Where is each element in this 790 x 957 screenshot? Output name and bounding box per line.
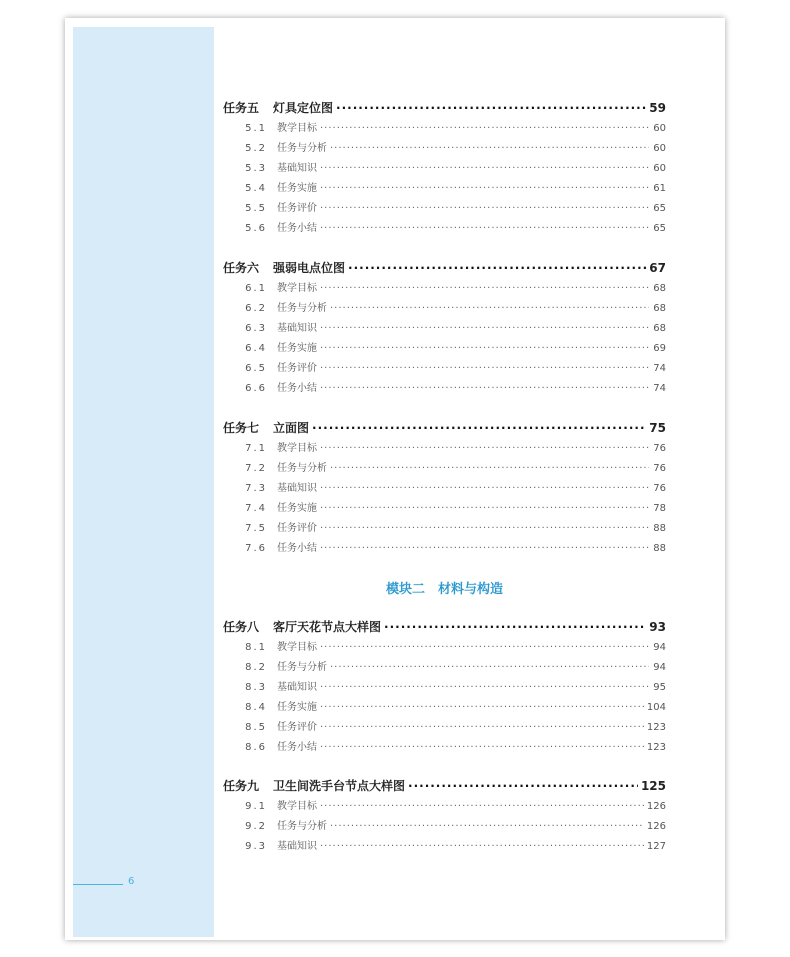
module-heading: 模块二 材料与构造 <box>385 582 503 597</box>
subsection-number: 7.5 <box>245 523 267 534</box>
task-page: 67 <box>649 261 666 275</box>
toc-task[interactable] <box>223 419 666 437</box>
toc-subsection[interactable] <box>223 319 666 337</box>
subsection-title: 任务实施 <box>277 503 317 514</box>
leader-dots <box>320 123 649 134</box>
subsection-title: 教学目标 <box>277 443 317 454</box>
leader-dots <box>320 363 649 374</box>
task-page: 59 <box>649 101 666 115</box>
subsection-title: 任务与分析 <box>277 821 327 832</box>
subsection-number: 8.4 <box>245 702 267 713</box>
toc-subsection[interactable] <box>223 219 666 237</box>
leader-dots <box>320 543 649 554</box>
task-page: 125 <box>640 779 666 793</box>
task-title: 灯具定位图 <box>273 101 334 115</box>
subsection-title: 任务小结 <box>277 543 317 554</box>
toc-subsection[interactable] <box>223 179 666 197</box>
subsection-page: 65 <box>653 203 666 214</box>
toc-subsection[interactable] <box>223 359 666 377</box>
subsection-number: 6.4 <box>245 343 267 354</box>
leader-dots <box>348 261 646 275</box>
task-number: 任务五 <box>223 101 260 115</box>
subsection-title: 基础知识 <box>277 483 317 494</box>
subsection-title: 教学目标 <box>277 283 317 294</box>
subsection-number: 7.1 <box>245 443 267 454</box>
subsection-title: 任务实施 <box>277 702 317 713</box>
toc-subsection[interactable] <box>223 379 666 397</box>
leader-dots <box>320 682 649 693</box>
leader-dots <box>320 642 649 653</box>
leader-dots <box>320 203 649 214</box>
subsection-number: 8.2 <box>245 662 267 673</box>
subsection-number: 5.2 <box>245 143 267 154</box>
leader-dots <box>384 620 646 634</box>
toc-subsection[interactable] <box>223 539 666 557</box>
toc-subsection[interactable] <box>223 139 666 157</box>
subsection-title: 基础知识 <box>277 163 317 174</box>
subsection-title: 教学目标 <box>277 123 317 134</box>
subsection-title: 任务实施 <box>277 343 317 354</box>
leader-dots <box>320 503 649 514</box>
subsection-title: 任务与分析 <box>277 303 327 314</box>
leader-dots <box>320 702 644 713</box>
subsection-title: 任务小结 <box>277 742 317 753</box>
subsection-number: 5.5 <box>245 203 267 214</box>
task-title: 强弱电点位图 <box>273 261 346 275</box>
subsection-title: 教学目标 <box>277 801 317 812</box>
toc-task[interactable] <box>223 777 666 795</box>
leader-dots <box>320 343 649 354</box>
subsection-title: 基础知识 <box>277 841 317 852</box>
subsection-page: 78 <box>653 503 666 514</box>
subsection-page: 68 <box>653 283 666 294</box>
toc-task[interactable] <box>223 99 666 117</box>
leader-dots <box>336 101 646 115</box>
subsection-number: 8.1 <box>245 642 267 653</box>
subsection-page: 127 <box>646 841 666 852</box>
task-title: 客厅天花节点大样图 <box>273 620 382 634</box>
side-band <box>73 27 214 937</box>
toc-task[interactable] <box>223 259 666 277</box>
subsection-number: 8.3 <box>245 682 267 693</box>
subsection-number: 9.3 <box>245 841 267 852</box>
toc-subsection[interactable] <box>223 459 666 477</box>
subsection-page: 60 <box>653 143 666 154</box>
subsection-title: 任务小结 <box>277 383 317 394</box>
toc-subsection[interactable] <box>223 698 666 716</box>
leader-dots <box>320 722 644 733</box>
subsection-page: 65 <box>653 223 666 234</box>
subsection-number: 7.2 <box>245 463 267 474</box>
subsection-page: 76 <box>653 483 666 494</box>
toc-subsection[interactable] <box>223 479 666 497</box>
toc-subsection[interactable] <box>223 718 666 736</box>
toc-subsection[interactable] <box>223 519 666 537</box>
subsection-number: 6.3 <box>245 323 267 334</box>
subsection-number: 6.1 <box>245 283 267 294</box>
leader-dots <box>312 421 646 435</box>
page-number-rule <box>73 884 123 885</box>
toc-subsection[interactable] <box>223 299 666 317</box>
subsection-number: 9.1 <box>245 801 267 812</box>
task-page: 93 <box>649 620 666 634</box>
leader-dots <box>408 779 638 793</box>
leader-dots <box>320 383 649 394</box>
subsection-number: 6.2 <box>245 303 267 314</box>
subsection-title: 基础知识 <box>277 323 317 334</box>
toc-subsection[interactable] <box>223 678 666 696</box>
subsection-page: 76 <box>653 463 666 474</box>
subsection-number: 5.4 <box>245 183 267 194</box>
subsection-page: 88 <box>653 523 666 534</box>
subsection-page: 60 <box>653 163 666 174</box>
subsection-number: 5.1 <box>245 123 267 134</box>
leader-dots <box>320 443 649 454</box>
subsection-number: 7.4 <box>245 503 267 514</box>
toc-subsection[interactable] <box>223 439 666 457</box>
subsection-page: 76 <box>653 443 666 454</box>
subsection-page: 94 <box>653 642 666 653</box>
subsection-number: 5.6 <box>245 223 267 234</box>
subsection-page: 69 <box>653 343 666 354</box>
leader-dots <box>320 841 644 852</box>
task-number: 任务六 <box>223 261 260 275</box>
subsection-title: 任务评价 <box>277 203 317 214</box>
leader-dots <box>330 463 649 474</box>
page-number: 6 <box>128 876 135 887</box>
leader-dots <box>320 483 649 494</box>
leader-dots <box>320 742 644 753</box>
subsection-page: 95 <box>653 682 666 693</box>
subsection-page: 123 <box>646 742 666 753</box>
subsection-title: 基础知识 <box>277 682 317 693</box>
subsection-page: 104 <box>646 702 666 713</box>
subsection-title: 任务与分析 <box>277 143 327 154</box>
toc-subsection[interactable] <box>223 279 666 297</box>
subsection-page: 68 <box>653 303 666 314</box>
toc-task[interactable] <box>223 618 666 636</box>
task-number: 任务九 <box>223 779 260 793</box>
subsection-page: 74 <box>653 383 666 394</box>
subsection-title: 任务与分析 <box>277 463 327 474</box>
toc-subsection[interactable] <box>223 638 666 656</box>
task-number: 任务七 <box>223 421 260 435</box>
toc-subsection[interactable] <box>223 499 666 517</box>
task-title: 卫生间洗手台节点大样图 <box>273 779 406 793</box>
toc-subsection[interactable] <box>223 738 666 756</box>
subsection-title: 任务评价 <box>277 722 317 733</box>
toc-subsection[interactable] <box>223 658 666 676</box>
leader-dots <box>320 323 649 334</box>
toc-subsection[interactable] <box>223 339 666 357</box>
subsection-title: 任务小结 <box>277 223 317 234</box>
subsection-page: 74 <box>653 363 666 374</box>
subsection-title: 任务实施 <box>277 183 317 194</box>
subsection-title: 任务评价 <box>277 523 317 534</box>
leader-dots <box>330 821 644 832</box>
subsection-page: 126 <box>646 801 666 812</box>
subsection-title: 任务评价 <box>277 363 317 374</box>
task-number: 任务八 <box>223 620 260 634</box>
subsection-number: 7.3 <box>245 483 267 494</box>
subsection-number: 9.2 <box>245 821 267 832</box>
subsection-page: 123 <box>646 722 666 733</box>
leader-dots <box>330 143 649 154</box>
subsection-page: 68 <box>653 323 666 334</box>
subsection-title: 教学目标 <box>277 642 317 653</box>
subsection-page: 126 <box>646 821 666 832</box>
leader-dots <box>320 163 649 174</box>
leader-dots <box>320 523 649 534</box>
subsection-number: 5.3 <box>245 163 267 174</box>
subsection-number: 6.5 <box>245 363 267 374</box>
leader-dots <box>320 283 649 294</box>
toc-subsection[interactable] <box>223 837 666 855</box>
toc-subsection[interactable] <box>223 817 666 835</box>
task-page: 75 <box>649 421 666 435</box>
subsection-page: 88 <box>653 543 666 554</box>
leader-dots <box>320 223 649 234</box>
subsection-number: 8.6 <box>245 742 267 753</box>
leader-dots <box>320 801 644 812</box>
subsection-number: 8.5 <box>245 722 267 733</box>
subsection-page: 61 <box>653 183 666 194</box>
subsection-page: 94 <box>653 662 666 673</box>
subsection-number: 6.6 <box>245 383 267 394</box>
toc-subsection[interactable] <box>223 199 666 217</box>
toc-subsection[interactable] <box>223 159 666 177</box>
toc-subsection[interactable] <box>223 119 666 137</box>
leader-dots <box>320 183 649 194</box>
subsection-title: 任务与分析 <box>277 662 327 673</box>
leader-dots <box>330 662 649 673</box>
toc-subsection[interactable] <box>223 797 666 815</box>
subsection-page: 60 <box>653 123 666 134</box>
subsection-number: 7.6 <box>245 543 267 554</box>
leader-dots <box>330 303 649 314</box>
task-title: 立面图 <box>273 421 310 435</box>
